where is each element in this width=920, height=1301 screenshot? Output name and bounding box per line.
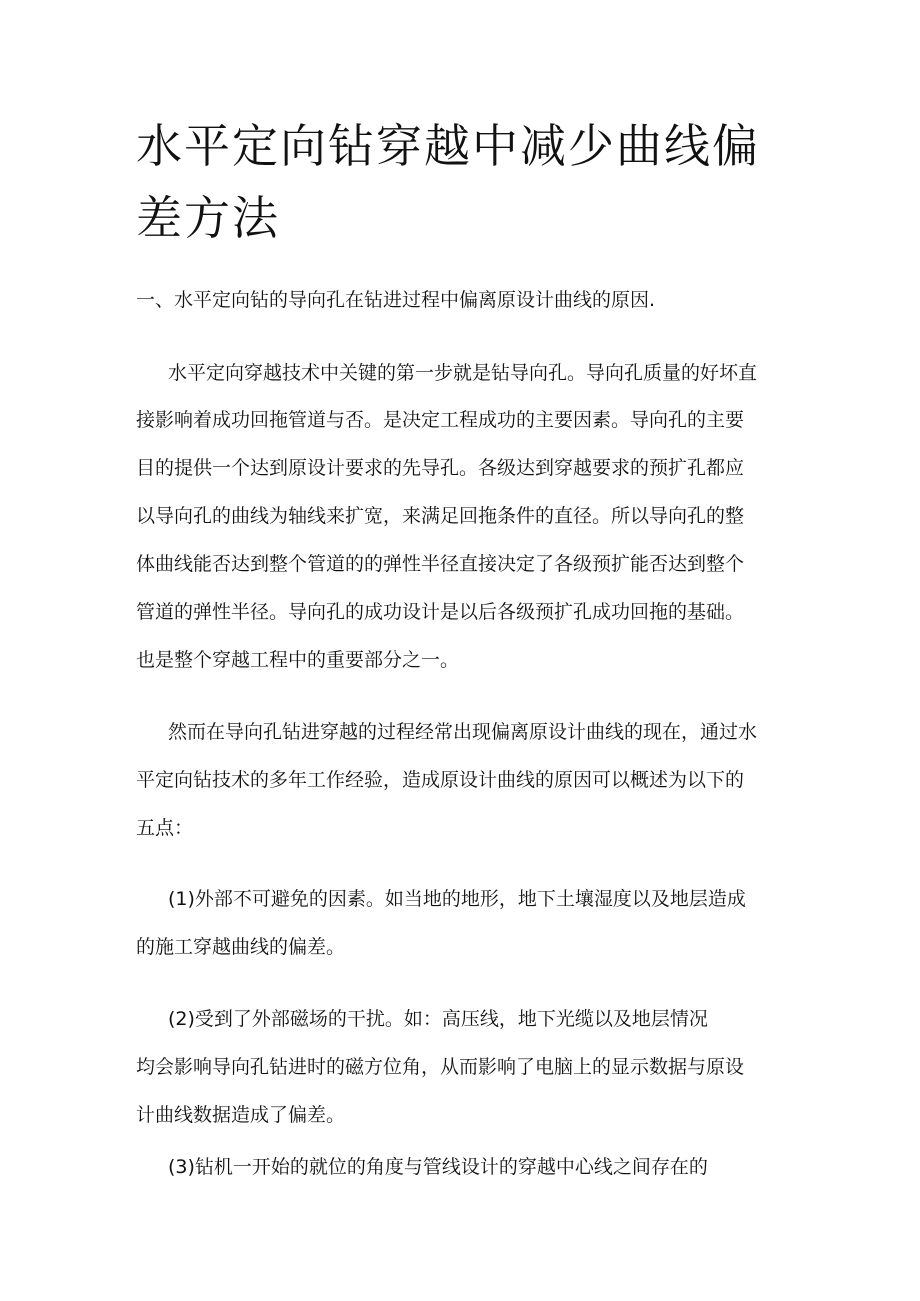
list-item-line: 的施工穿越曲线的偏差。 <box>136 936 346 958</box>
document-title: 水平定向钻穿越中减少曲线偏差方法 <box>136 119 760 245</box>
paragraph-line: 接影响着成功回拖管道与否。是决定工程成功的主要因素。导向孔的主要 <box>136 409 745 431</box>
list-item-line: (2)受到了外部磁场的干扰。如：高压线，地下光缆以及地层情况 <box>168 1008 708 1030</box>
paragraph-line: 也是整个穿越工程中的重要部分之一。 <box>136 649 460 671</box>
paragraph-line: 以导向孔的曲线为轴线来扩宽，来满足回拖条件的直径。所以导向孔的整 <box>136 505 745 527</box>
paragraph-line: 平定向钻技术的多年工作经验，造成原设计曲线的原因可以概述为以下的 <box>136 769 745 791</box>
section-heading: 一、水平定向钻的导向孔在钻进过程中偏离原设计曲线的原因. <box>136 289 656 311</box>
paragraph-line: 然而在导向孔钻进穿越的过程经常出现偏离原设计曲线的现在，通过水 <box>168 721 758 743</box>
paragraph-line: 五点： <box>136 817 194 839</box>
list-item-line: 均会影响导向孔钻进时的磁方位角，从而影响了电脑上的显示数据与原设 <box>136 1056 745 1078</box>
list-item-line: 计曲线数据造成了偏差。 <box>136 1104 346 1126</box>
paragraph-line: 管道的弹性半径。导向孔的成功设计是以后各级预扩孔成功回拖的基础。 <box>136 601 745 623</box>
paragraph-line: 水平定向穿越技术中关键的第一步就是钻导向孔。导向孔质量的好坏直 <box>168 362 758 384</box>
list-item-line: (3)钻机一开始的就位的角度与管线设计的穿越中心线之间存在的 <box>168 1156 708 1178</box>
paragraph-line: 体曲线能否达到整个管道的的弹性半径直接决定了各级预扩能否达到整个 <box>136 553 745 575</box>
list-item-line: (1)外部不可避免的因素。如当地的地形，地下土壤湿度以及地层造成 <box>168 888 746 910</box>
paragraph-line: 目的提供一个达到原设计要求的先导孔。各级达到穿越要求的预扩孔都应 <box>136 457 745 479</box>
